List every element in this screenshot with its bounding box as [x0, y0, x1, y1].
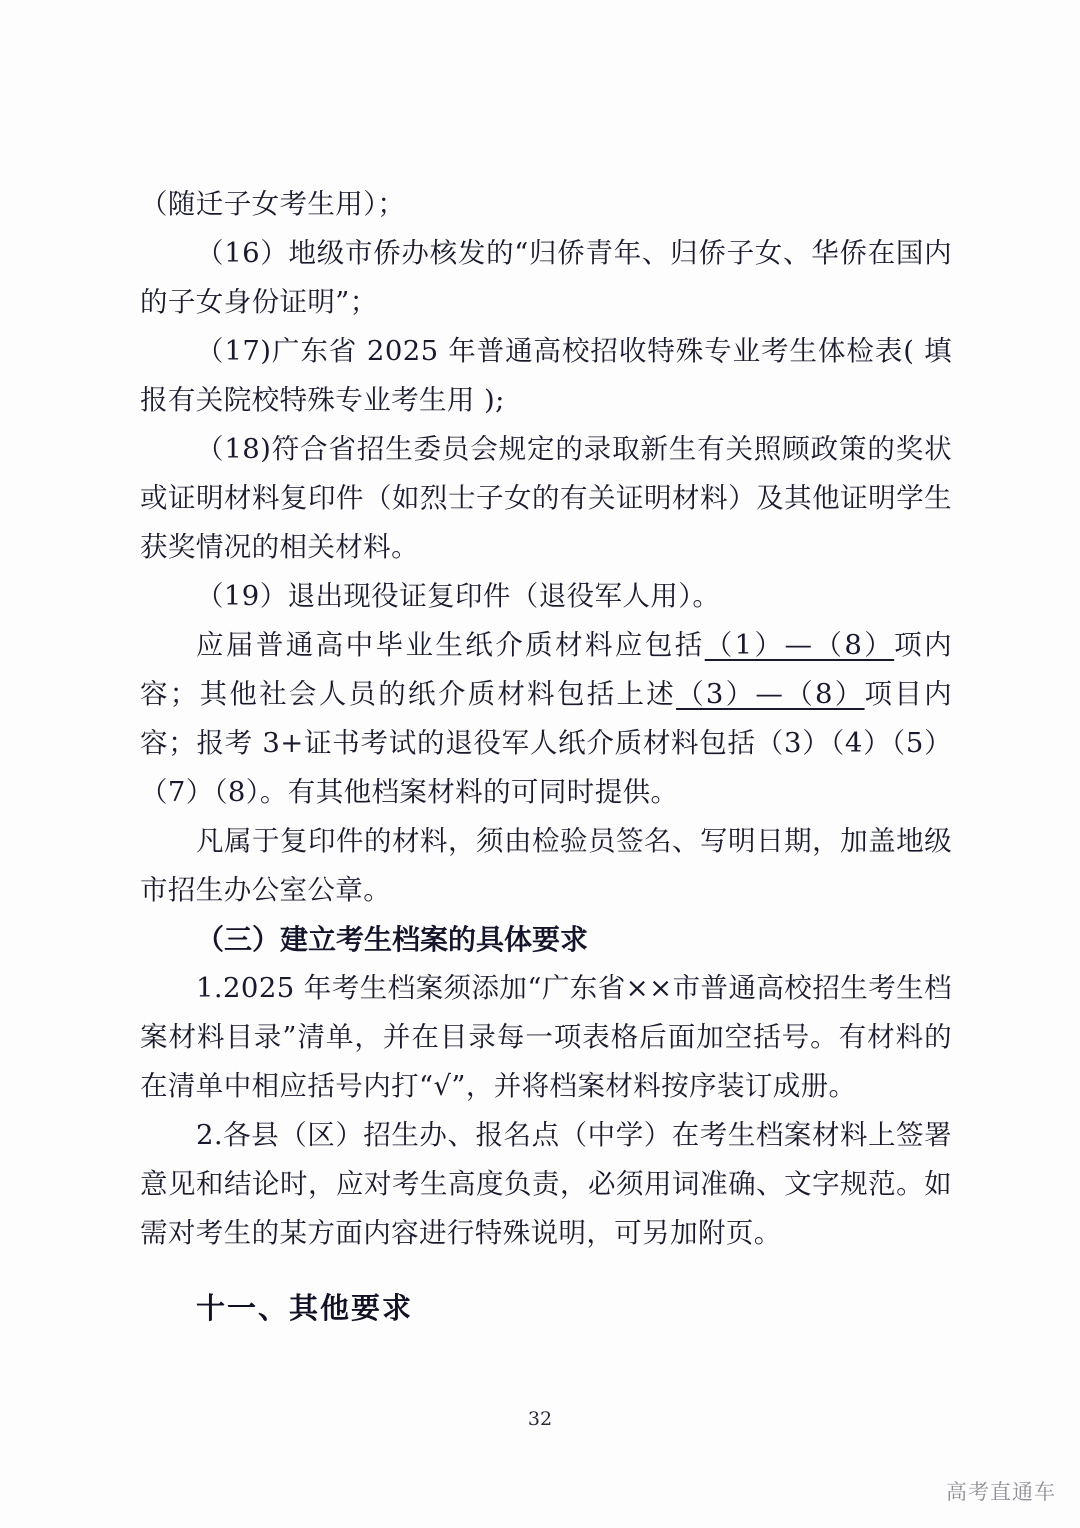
watermark-label: 高考直通车	[946, 1480, 1056, 1504]
paragraph-item-15-continued: （随迁子女考生用）；	[140, 188, 406, 220]
major-heading-eleven: 十一、其他要求	[196, 1291, 414, 1325]
paragraph-copies-requirement: 凡属于复印件的材料，须由检验员签名、写明日期，加盖地级市招生办公室公章。	[140, 825, 952, 906]
materials-scope-segment-2: 项内容；其他社会人员的纸介质材料包括上述	[140, 629, 952, 710]
paragraph-materials-scope	[140, 621, 952, 817]
paragraph-item-17: （17)广东省 2025 年普通高校招收特殊专业考生体检表( 填报有关院校特殊专业考生用 );	[140, 335, 952, 416]
page-content	[140, 180, 952, 1333]
paragraph-item-19: （19）退出现役证复印件（退役军人用）。	[196, 580, 721, 612]
materials-scope-range-1: （1）—（8）	[704, 629, 895, 661]
paragraph-item-2: 2.各县（区）招生办、报名点（中学）在考生档案材料上签署意见和结论时，应对考生高度负责，必须用词准确、文字规范。如需对考生的某方面内容进行特殊说明，可另加附页。	[140, 1119, 952, 1249]
paragraph-item-1: 1.2025 年考生档案须添加“广东省××市普通高校招生考生档案材料目录”清单，并在目录每一项表格后面加空括号。有材料的在清单中相应括号内打“√”，并将档案材料按序装订成册。	[140, 972, 952, 1102]
spacer	[140, 1258, 952, 1284]
paragraph-item-16: （16）地级市侨办核发的“归侨青年、归侨子女、华侨在国内的子女身份证明”；	[140, 237, 952, 318]
section-heading-three: （三）建立考生档案的具体要求	[196, 923, 589, 956]
materials-scope-segment-1: 应届普通高中毕业生纸介质材料应包括	[196, 629, 705, 661]
paragraph-item-18: （18)符合省招生委员会规定的录取新生有关照顾政策的奖状或证明材料复印件（如烈士子女的有关证明材料）及其他证明学生获奖情况的相关材料。	[140, 433, 952, 563]
materials-scope-segment-3: 项目内容；报考 3+证书考试的退役军人纸介质材料包括（3）（4）（5）（7）（8）。有其他档案材料的可同时提供。	[140, 678, 953, 808]
materials-scope-range-2: （3）—（8）	[676, 678, 865, 710]
page-number: 32	[527, 1408, 553, 1430]
